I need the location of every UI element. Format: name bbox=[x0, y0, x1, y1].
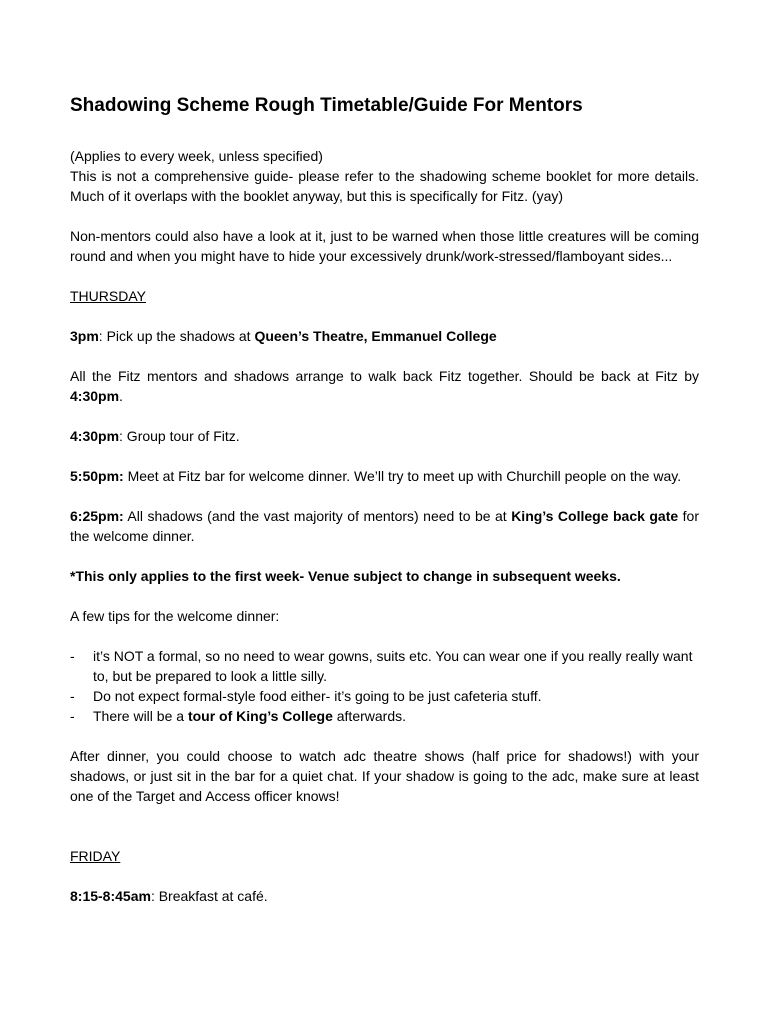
tips-list bbox=[70, 646, 699, 726]
friday-event-breakfast bbox=[70, 886, 699, 906]
spacer bbox=[70, 826, 699, 846]
event-text: : Pick up the shadows at bbox=[98, 328, 255, 344]
thursday-event-pickup bbox=[70, 326, 699, 346]
event-text: : Breakfast at café. bbox=[150, 888, 268, 904]
thursday-event-tour bbox=[70, 426, 699, 446]
note-text: *This only applies to the first week- Venue subject to change in subsequent weeks. bbox=[70, 568, 621, 584]
event-time: 5:50pm: bbox=[70, 468, 124, 484]
event-place: Queen’s Theatre, Emmanuel College bbox=[254, 328, 497, 344]
walk-end: . bbox=[119, 388, 123, 404]
tip-text: There will be a bbox=[93, 708, 188, 724]
event-time: 8:15-8:45am bbox=[70, 888, 151, 904]
walk-time: 4:30pm bbox=[70, 388, 120, 404]
event-text: : Group tour of Fitz. bbox=[119, 428, 240, 444]
thursday-heading: THURSDAY bbox=[70, 288, 146, 304]
tip-text: Do not expect formal-style food either- it’s going to be just cafeteria stuff. bbox=[93, 688, 542, 704]
list-item bbox=[70, 686, 699, 706]
intro-paragraph bbox=[70, 146, 699, 206]
nonmentors-paragraph: Non-mentors could also have a look at it, just to be warned when those little creatures will be coming round and when you might have to hide your excessively drunk/work-stressed/flamboyant sides... bbox=[70, 228, 699, 264]
thursday-event-meet bbox=[70, 466, 699, 486]
bullet-dash: - bbox=[70, 648, 75, 664]
list-item bbox=[70, 646, 699, 686]
bullet-dash: - bbox=[70, 688, 75, 704]
thursday-event-dinner bbox=[70, 506, 699, 546]
page-title: Shadowing Scheme Rough Timetable/Guide For Mentors bbox=[70, 95, 583, 116]
intro-applies: (Applies to every week, unless specified) bbox=[70, 148, 323, 164]
tip-bold: tour of King’s College bbox=[187, 708, 333, 724]
first-week-note bbox=[70, 566, 699, 586]
intro-guide: This is not a comprehensive guide- please refer to the shadowing scheme booklet for more details. Much of it overlaps with the booklet anyway, but this is specifically for Fitz. (yay) bbox=[70, 168, 699, 204]
event-time: 3pm bbox=[70, 328, 99, 344]
event-text: All shadows (and the vast majority of mentors) need to be at bbox=[123, 508, 512, 524]
tip-text: it’s NOT a formal, so no need to wear gowns, suits etc. You can wear one if you really really want to, but be prepared to look a little silly. bbox=[93, 648, 693, 684]
after-dinner-paragraph: After dinner, you could choose to watch adc theatre shows (half price for shadows!) with your shadows, or just sit in the bar for a quiet chat. If your shadow is going to the adc, make sure at least one of the Target and Access officer knows! bbox=[70, 748, 699, 804]
event-text-end: for the welcome dinner. bbox=[70, 508, 699, 544]
tip-text-end: afterwards. bbox=[332, 708, 406, 724]
event-text: Meet at Fitz bar for welcome dinner. We’ll try to meet up with Churchill people on the way. bbox=[123, 468, 682, 484]
walk-text: All the Fitz mentors and shadows arrange to walk back Fitz together. Should be back at Fitz by bbox=[70, 368, 699, 384]
bullet-dash: - bbox=[70, 708, 75, 724]
event-time: 6:25pm: bbox=[70, 508, 124, 524]
event-time: 4:30pm bbox=[70, 428, 120, 444]
list-item bbox=[70, 706, 699, 726]
thursday-walk-paragraph bbox=[70, 366, 699, 406]
document-body bbox=[70, 146, 699, 926]
friday-heading: FRIDAY bbox=[70, 848, 121, 864]
event-place: King’s College back gate bbox=[511, 508, 679, 524]
tips-intro: A few tips for the welcome dinner: bbox=[70, 608, 280, 624]
